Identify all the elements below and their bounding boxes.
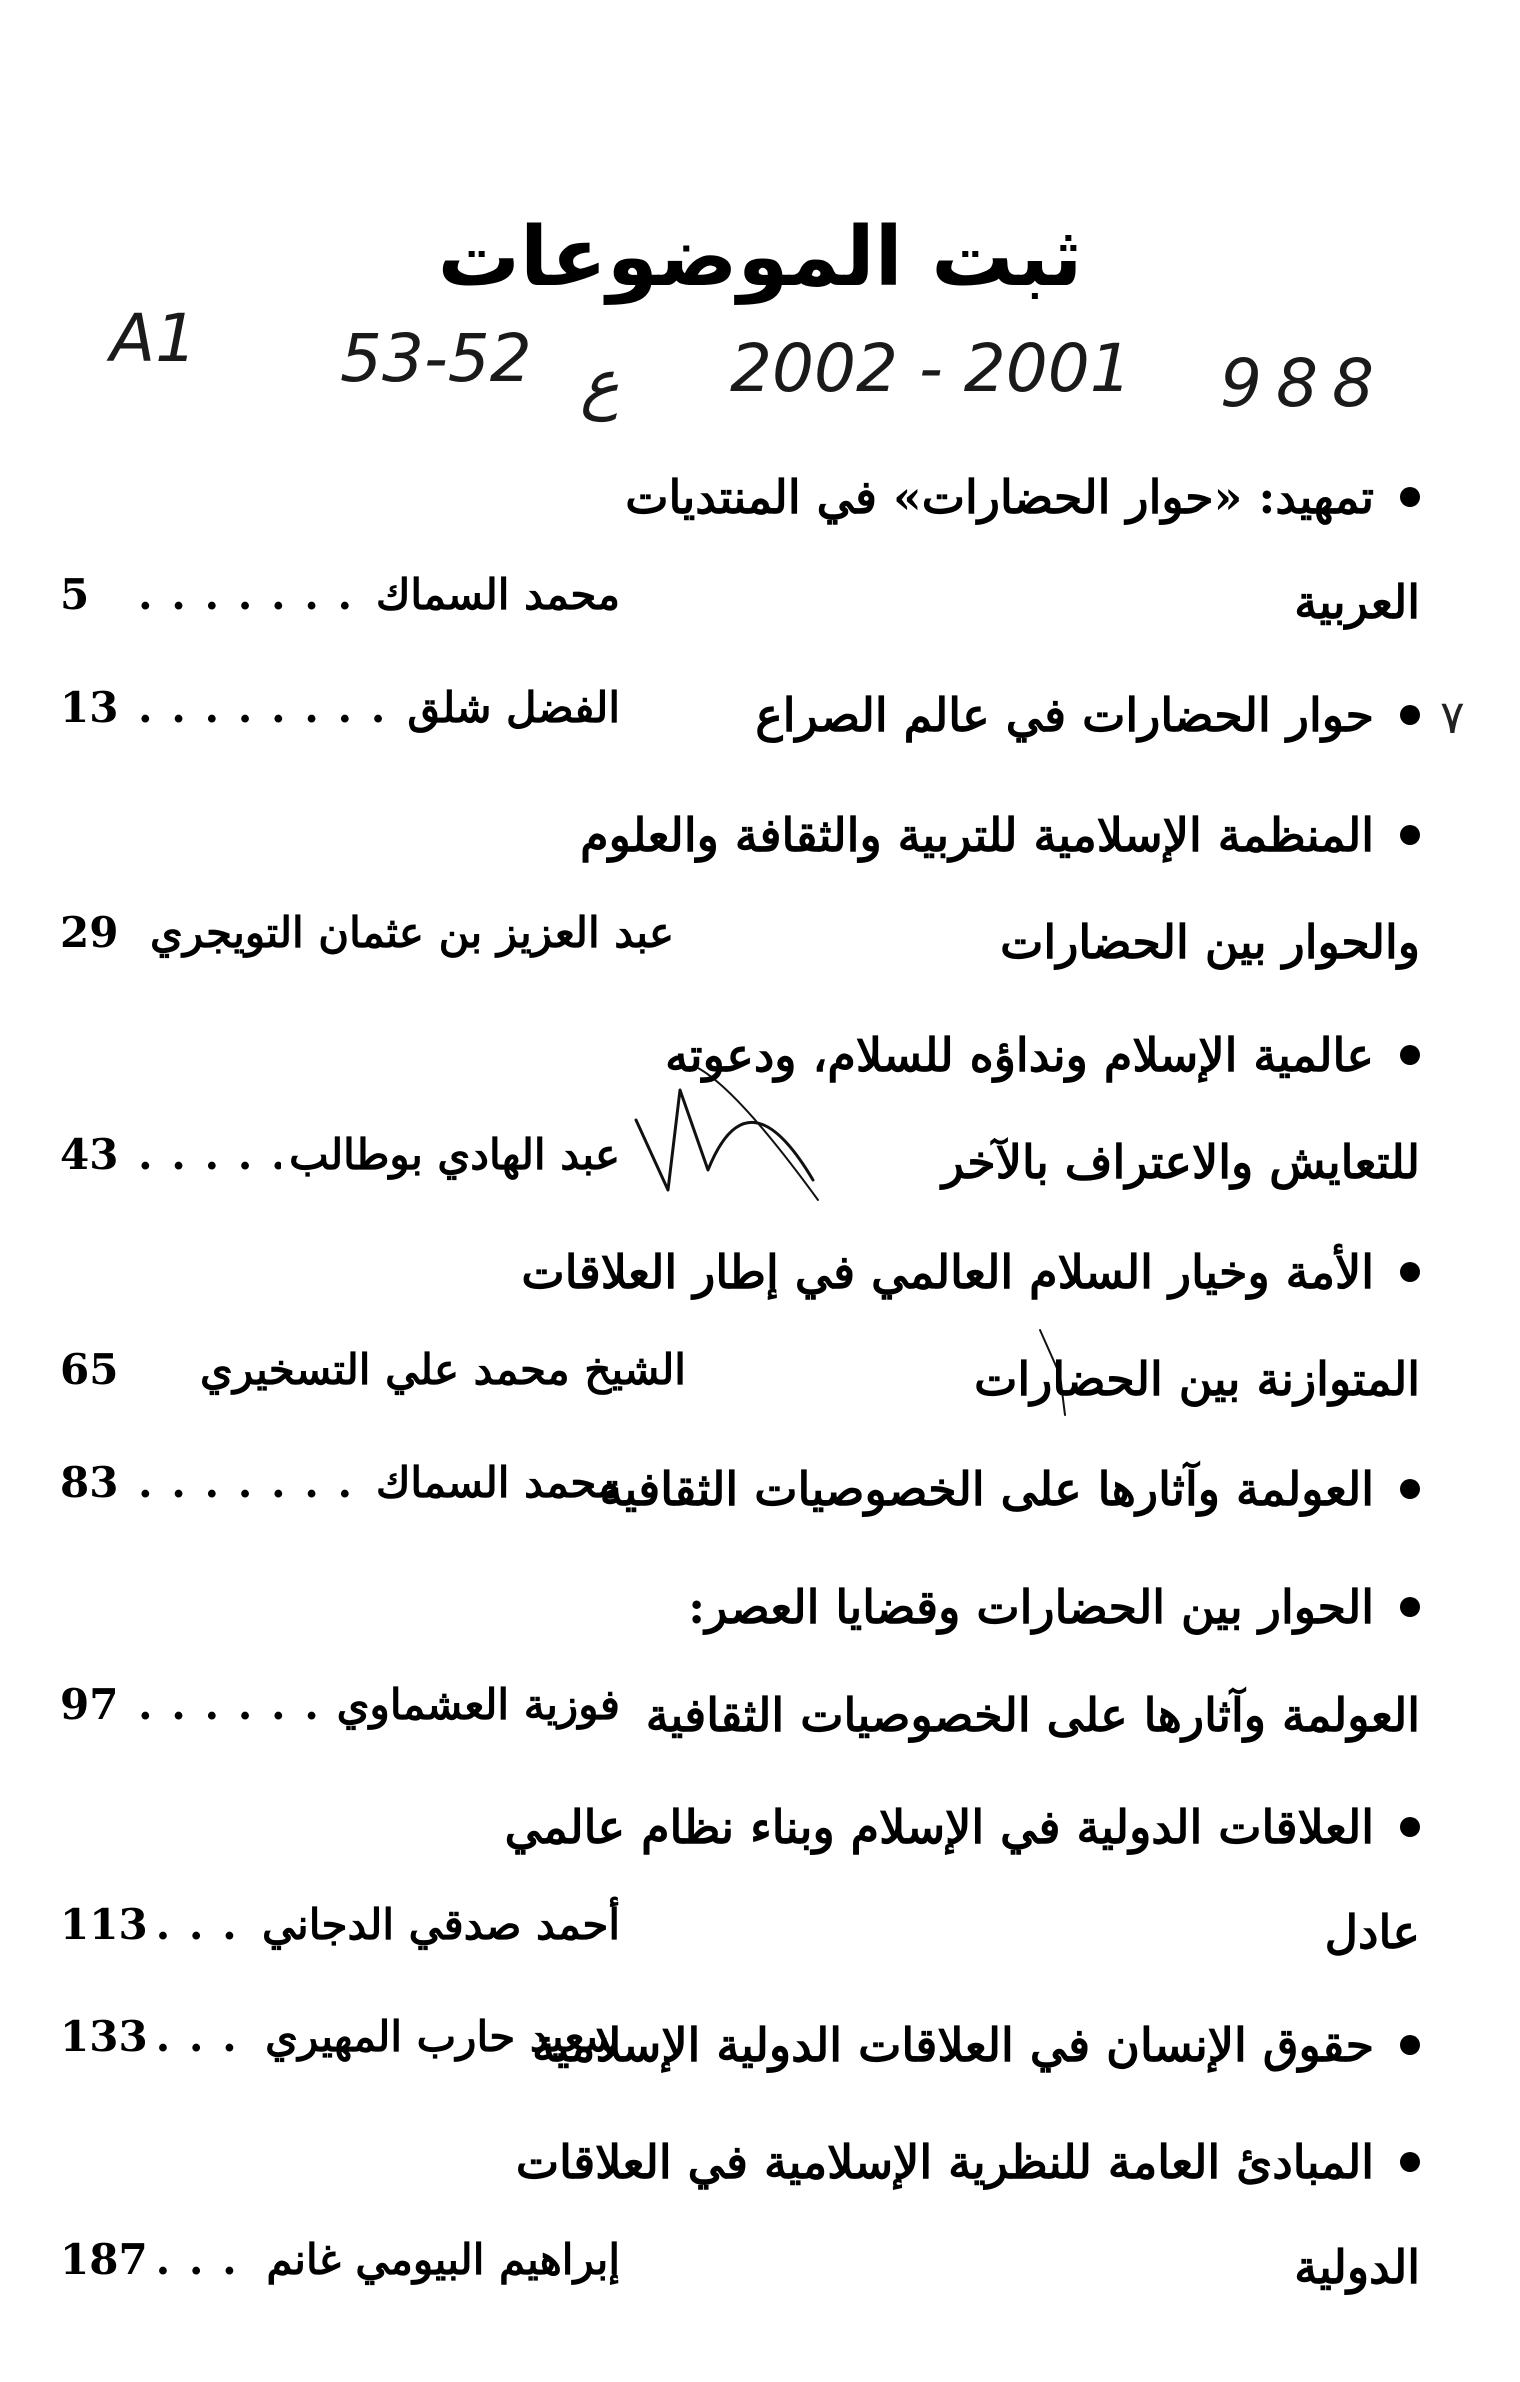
bullet-icon: [1400, 1262, 1420, 1282]
entry-author-row: [60, 2012, 620, 2061]
entry-author: الشيخ محمد علي التسخيري: [200, 1345, 686, 1394]
margin-mark: ٧: [1440, 690, 1465, 744]
entry-title-line: للتعايش والاعتراف بالآخر: [941, 1135, 1420, 1189]
entry-page-number: 13: [60, 683, 119, 732]
bullet-icon: [1400, 705, 1420, 725]
entry-title-line: عالمية الإسلام ونداؤه للسلام، ودعوته: [665, 1028, 1420, 1082]
entry-title-line: المنظمة الإسلامية للتربية والثقافة والعلوم: [580, 808, 1420, 862]
entry-page-number: 43: [60, 1130, 119, 1179]
handwritten-note-part: 2002 - 2001: [730, 330, 1132, 407]
entry-title-line: العربية: [1294, 575, 1420, 629]
entry-author-row: [60, 570, 620, 619]
dot-leader: [156, 2235, 259, 2284]
entry-page-number: 133: [60, 2012, 148, 2061]
entry-author-row: [60, 1458, 620, 1507]
entry-page-number: 29: [60, 908, 119, 957]
entry-page-number: 97: [60, 1680, 119, 1729]
entry-author: إبراهيم البيومي غانم: [266, 2235, 620, 2284]
bullet-icon: [1400, 487, 1420, 507]
entry-title-line: والحوار بين الحضارات: [1000, 915, 1420, 969]
bullet-icon: [1400, 1817, 1420, 1837]
entry-page-number: 65: [60, 1345, 119, 1394]
bullet-icon: [1400, 1597, 1420, 1617]
entry-author: محمد السماك: [375, 570, 620, 619]
entry-title-line: الحوار بين الحضارات وقضايا العصر:: [688, 1580, 1420, 1634]
entry-author-row: [60, 2235, 620, 2284]
entry-author-row: [60, 1900, 620, 1949]
bullet-icon: [1400, 1045, 1420, 1065]
entry-title-line: العلاقات الدولية في الإسلام وبناء نظام عالمي: [505, 1800, 1420, 1854]
entry-author-row: [60, 1680, 620, 1729]
entry-title-line: حوار الحضارات في عالم الصراع: [755, 688, 1420, 742]
entry-page-number: 113: [60, 1900, 148, 1949]
entry-title-line: الأمة وخيار السلام العالمي في إطار العلاقات: [521, 1245, 1420, 1299]
entry-author: عبد الهادي بوطالب: [289, 1130, 620, 1179]
handwritten-note-part: 53-52: [340, 320, 532, 397]
dot-leader: [138, 683, 399, 732]
entry-author-row: [60, 908, 675, 957]
entry-title-line: المبادئ العامة للنظرية الإسلامية في العلاقات: [516, 2135, 1420, 2189]
bullet-icon: [1400, 825, 1420, 845]
page-title: ثبت الموضوعات: [437, 210, 1083, 305]
entry-author-row: [60, 1345, 686, 1394]
entry-title-line: العولمة وآثارها على الخصوصيات الثقافية: [645, 1688, 1420, 1742]
entry-author: محمد السماك: [375, 1458, 620, 1507]
entry-title-line: الدولية: [1294, 2240, 1420, 2294]
bullet-icon: [1400, 2035, 1420, 2055]
entry-title-line: تمهيد: «حوار الحضارات» في المنتديات: [625, 470, 1420, 524]
dot-leader: [138, 1680, 329, 1729]
bullet-icon: [1400, 2152, 1420, 2172]
entry-title-line: حقوق الإنسان في العلاقات الدولية الإسلامية: [532, 2018, 1420, 2072]
dot-leader: [156, 1900, 254, 1949]
entry-page-number: 187: [60, 2235, 148, 2284]
entry-page-number: 5: [60, 570, 90, 619]
entry-author: فوزية العشماوي: [336, 1680, 620, 1729]
entry-title-line: عادل: [1324, 1905, 1420, 1959]
handwritten-note-part: 988: [1220, 345, 1388, 422]
handwritten-note-part: A1: [110, 300, 198, 377]
entry-page-number: 83: [60, 1458, 119, 1507]
dot-leader: [138, 1130, 281, 1179]
entry-title-line: العولمة وآثارها على الخصوصيات الثقافية: [600, 1462, 1420, 1516]
entry-author: الفضل شلق: [407, 683, 620, 732]
dot-leader: [138, 570, 368, 619]
entry-author: سعيد حارب المهيري: [265, 2012, 620, 2061]
entry-author: أحمد صدقي الدجاني: [262, 1900, 620, 1949]
bullet-icon: [1400, 1479, 1420, 1499]
entry-title-line: المتوازنة بين الحضارات: [974, 1352, 1420, 1406]
handwritten-note-part: ع: [580, 345, 620, 422]
entry-author: عبد العزيز بن عثمان التويجري: [150, 908, 675, 957]
entry-author-row: [60, 683, 620, 732]
dot-leader: [156, 2012, 258, 2061]
dot-leader: [138, 1458, 368, 1507]
entry-author-row: [60, 1130, 620, 1179]
